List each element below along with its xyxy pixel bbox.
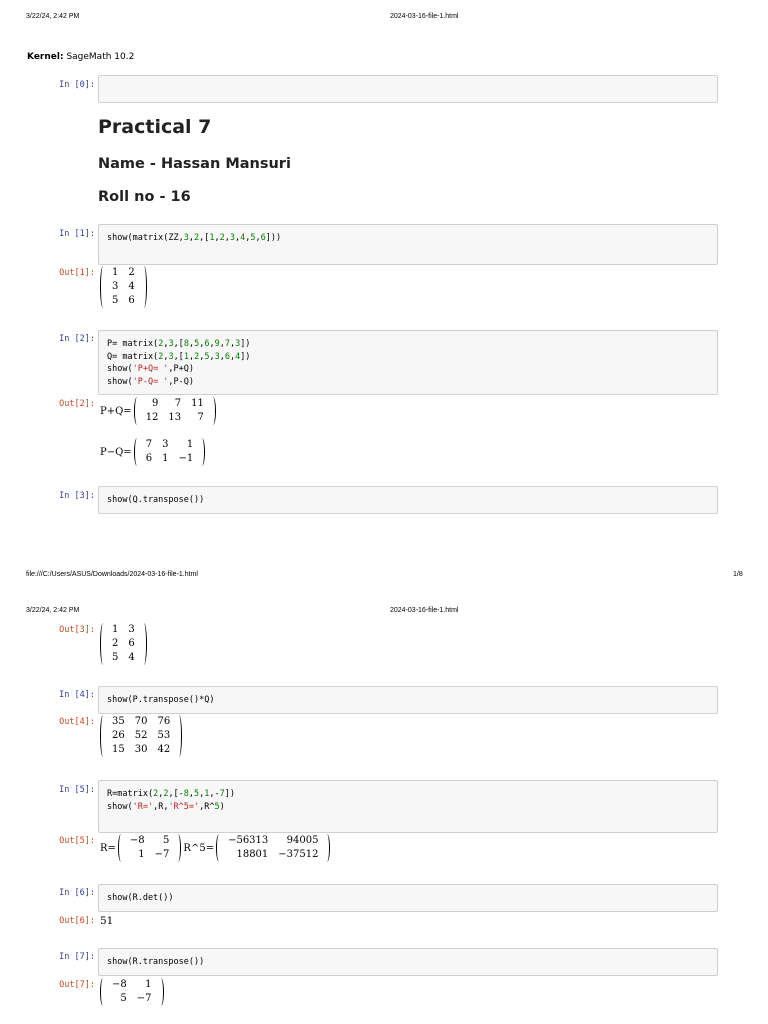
- matrix-entry: −7: [136, 993, 152, 1004]
- prompt-in-2: In [2]:: [59, 334, 95, 344]
- code-text: show(R.transpose()): [107, 957, 205, 967]
- print-header-title-2: 2024-03-16-file-1.html: [390, 607, 459, 614]
- matrix-entry: 1: [186, 439, 194, 450]
- page-title: Practical 7: [98, 116, 212, 138]
- matrix-grid: [107, 266, 140, 308]
- diff-label: P−Q=: [100, 446, 132, 458]
- matrix-entry: 2: [112, 638, 119, 649]
- matrix-entry: 76: [157, 716, 171, 727]
- matrix-entry: −8: [129, 835, 145, 846]
- print-header-date: 3/22/24, 2:42 PM: [26, 13, 80, 20]
- r5-label: R^5=: [183, 842, 215, 854]
- print-header-title: 2024-03-16-file-1.html: [390, 13, 459, 20]
- left-paren: [216, 834, 222, 862]
- matrix-entry: 5: [163, 835, 170, 846]
- matrix-entry: 5: [112, 295, 119, 306]
- matrix-output: [100, 623, 147, 665]
- right-paren: [210, 397, 216, 425]
- matrix-output: [134, 438, 206, 466]
- prompt-in-7: In [7]:: [59, 952, 95, 962]
- matrix-entry: 5: [120, 993, 127, 1004]
- matrix-grid: [107, 715, 175, 757]
- kernel-info: [27, 52, 134, 62]
- prompt-in-4: In [4]:: [59, 690, 95, 700]
- r-label: R=: [100, 842, 116, 854]
- matrix-entry: 1: [145, 979, 152, 990]
- prompt-out-5: Out[5]:: [59, 836, 95, 846]
- code-text: R=matrix(2,2,[-8,5,1,-7]) show('R=',R,'R^5=',R^5): [107, 789, 236, 812]
- matrix-entry: 9: [152, 398, 159, 409]
- prompt-in-6: In [6]:: [59, 888, 95, 898]
- matrix-grid: [125, 834, 175, 862]
- matrix-entry: 94005: [286, 835, 319, 846]
- left-paren: [100, 715, 106, 757]
- matrix-output: [118, 834, 182, 862]
- output-5: [100, 834, 330, 862]
- code-cell-3[interactable]: [98, 486, 718, 514]
- right-paren: [141, 266, 147, 308]
- matrix-entry: 3: [162, 439, 169, 450]
- matrix-entry: 1: [138, 849, 145, 860]
- matrix-entry: −7: [154, 849, 170, 860]
- output-2-sum: [100, 397, 216, 425]
- matrix-entry: 1: [162, 453, 169, 464]
- matrix-entry: 52: [134, 730, 148, 741]
- left-paren: [134, 438, 140, 466]
- matrix-entry: 7: [174, 398, 182, 409]
- prompt-out-1: Out[1]:: [59, 268, 95, 278]
- matrix-entry: 11: [191, 398, 204, 409]
- matrix-output: [134, 397, 216, 425]
- matrix-entry: 1: [112, 267, 119, 278]
- prompt-in-5: In [5]:: [59, 785, 95, 795]
- matrix-entry: −1: [178, 453, 194, 464]
- matrix-entry: 4: [128, 652, 135, 663]
- prompt-out-6: Out[6]:: [59, 916, 95, 926]
- code-text: show(Q.transpose()): [107, 495, 205, 505]
- right-paren: [158, 978, 164, 1006]
- matrix-entry: 2: [128, 267, 135, 278]
- code-cell-2[interactable]: [98, 330, 718, 395]
- matrix-entry: −37512: [278, 849, 319, 860]
- code-cell-0[interactable]: [98, 75, 718, 103]
- prompt-out-4: Out[4]:: [59, 717, 95, 727]
- code-text: show(P.transpose()*Q): [107, 695, 215, 705]
- left-paren: [134, 397, 140, 425]
- matrix-entry: 1: [112, 624, 119, 635]
- output-4: [100, 715, 182, 757]
- matrix-entry: 12: [145, 412, 159, 423]
- right-paren: [141, 623, 147, 665]
- output-7: [100, 978, 164, 1006]
- prompt-in-0: In [0]:: [59, 80, 95, 90]
- roll-number: Roll no - 16: [98, 189, 191, 205]
- code-text: show(R.det()): [107, 893, 174, 903]
- matrix-entry: 3: [112, 281, 119, 292]
- left-paren: [118, 834, 124, 862]
- print-footer-page: 1/8: [733, 571, 743, 578]
- matrix-entry: 7: [145, 439, 153, 450]
- matrix-output: [100, 978, 164, 1006]
- output-2-diff: [100, 438, 205, 466]
- kernel-label: Kernel:: [27, 52, 64, 62]
- right-paren: [199, 438, 205, 466]
- matrix-entry: 6: [128, 638, 135, 649]
- left-paren: [100, 623, 106, 665]
- print-footer-path: file:///C:/Users/ASUS/Downloads/2024-03-16-file-1.html: [26, 571, 198, 578]
- matrix-entry: 26: [112, 730, 125, 741]
- code-cell-7[interactable]: [98, 948, 718, 976]
- matrix-entry: 6: [145, 453, 153, 464]
- matrix-entry: 13: [168, 412, 182, 423]
- code-cell-4[interactable]: [98, 686, 718, 714]
- prompt-in-3: In [3]:: [59, 491, 95, 501]
- matrix-entry: 70: [134, 716, 148, 727]
- matrix-entry: 30: [134, 744, 148, 755]
- matrix-entry: 5: [112, 652, 119, 663]
- code-text: P= matrix(2,3,[8,5,6,9,7,3]) Q= matrix(2,3,[1,2,5,3,6,4]) show('P+Q= ',P+Q) show('P-Q= ',P-Q): [107, 339, 251, 387]
- prompt-out-3: Out[3]:: [59, 625, 95, 635]
- prompt-out-2: Out[2]:: [59, 399, 95, 409]
- matrix-entry: 6: [128, 295, 135, 306]
- matrix-entry: 53: [157, 730, 171, 741]
- matrix-output: [216, 834, 330, 862]
- matrix-entry: 35: [112, 716, 125, 727]
- right-paren: [176, 715, 182, 757]
- code-cell-6[interactable]: [98, 884, 718, 912]
- output-1: [100, 266, 147, 308]
- matrix-entry: 18801: [236, 849, 269, 860]
- right-paren: [324, 834, 330, 862]
- prompt-out-7: Out[7]:: [59, 980, 95, 990]
- print-header-date-2: 3/22/24, 2:42 PM: [26, 607, 80, 614]
- matrix-entry: −8: [112, 979, 127, 990]
- matrix-entry: 7: [197, 412, 204, 423]
- code-text: show(matrix(ZZ,3,2,[1,2,3,4,5,6])): [107, 233, 282, 243]
- matrix-grid: [141, 397, 209, 425]
- kernel-value: SageMath 10.2: [66, 52, 135, 62]
- matrix-entry: 4: [128, 281, 135, 292]
- matrix-grid: [141, 438, 199, 466]
- code-cell-1[interactable]: [98, 224, 718, 265]
- matrix-grid: [223, 834, 323, 862]
- matrix-entry: −56313: [228, 835, 269, 846]
- right-paren: [175, 834, 181, 862]
- output-3: [100, 623, 147, 665]
- matrix-output: [100, 266, 147, 308]
- matrix-output: [100, 715, 182, 757]
- left-paren: [100, 266, 106, 308]
- code-cell-5[interactable]: [98, 780, 718, 833]
- matrix-grid: [107, 623, 140, 665]
- left-paren: [100, 978, 106, 1006]
- matrix-entry: 3: [128, 624, 135, 635]
- determinant-value: 51: [100, 915, 114, 927]
- matrix-entry: 15: [112, 744, 125, 755]
- student-name: Name - Hassan Mansuri: [98, 156, 291, 172]
- matrix-grid: [107, 978, 157, 1006]
- sum-label: P+Q=: [100, 405, 132, 417]
- prompt-in-1: In [1]:: [59, 229, 95, 239]
- output-6: [100, 915, 113, 927]
- matrix-entry: 42: [157, 744, 171, 755]
